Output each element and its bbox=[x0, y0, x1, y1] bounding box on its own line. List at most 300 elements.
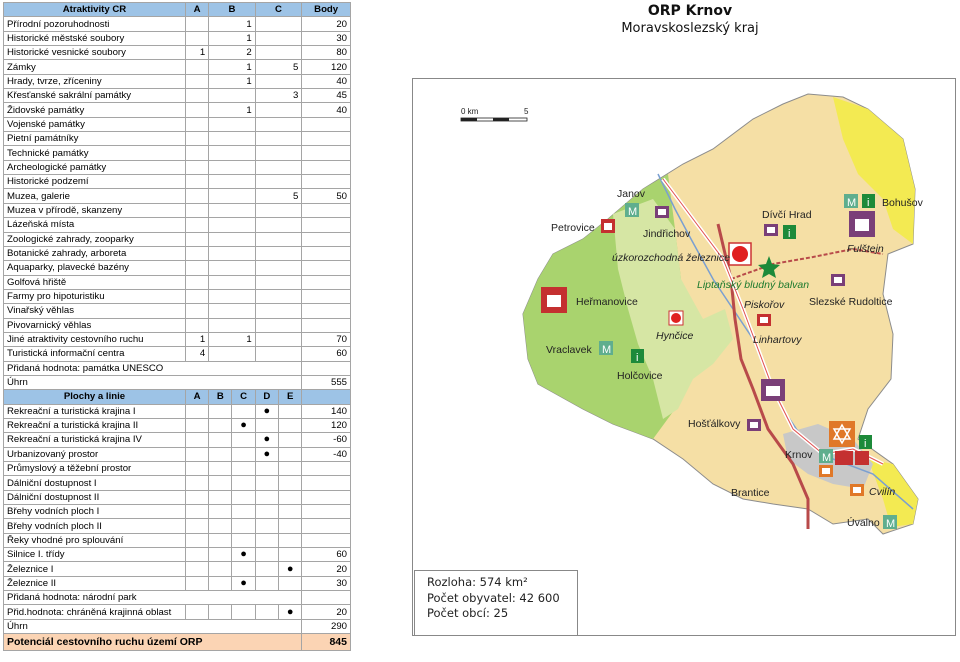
row-b: 1 bbox=[209, 60, 256, 74]
row-col-5 bbox=[279, 519, 302, 533]
row-a bbox=[185, 175, 208, 189]
row-b bbox=[209, 304, 256, 318]
row-a: 1 bbox=[185, 332, 208, 346]
table-row bbox=[4, 203, 351, 217]
row-a bbox=[185, 160, 208, 174]
row-col-1 bbox=[185, 576, 208, 590]
row-col-1 bbox=[185, 519, 208, 533]
museum-M-icon bbox=[819, 449, 833, 464]
row-label: Archeologické památky bbox=[4, 160, 186, 174]
row-col-1 bbox=[185, 462, 208, 476]
row-a bbox=[185, 275, 208, 289]
label-bohusov: Bohušov bbox=[882, 197, 923, 209]
row-a: 4 bbox=[185, 347, 208, 361]
row-label: Urbanizovaný prostor bbox=[4, 447, 186, 461]
area-text: Rozloha: 574 km² bbox=[427, 575, 528, 589]
row-label: Řeky vhodné pro splouvání bbox=[4, 533, 186, 547]
row-label: Železnice II bbox=[4, 576, 186, 590]
svg-text:M: M bbox=[847, 197, 857, 209]
row-body: 40 bbox=[302, 103, 351, 117]
row-body bbox=[302, 275, 351, 289]
row-body: 140 bbox=[302, 404, 351, 418]
table-row bbox=[4, 17, 351, 31]
label-divci-hrad: Dívčí Hrad bbox=[762, 209, 812, 221]
sum-value: 290 bbox=[302, 619, 351, 633]
table-row bbox=[4, 46, 351, 60]
row-c bbox=[255, 318, 302, 332]
row-label: Rekreační a turistická krajina IV bbox=[4, 433, 186, 447]
svg-text:M: M bbox=[602, 344, 612, 356]
row-col-4 bbox=[255, 562, 278, 576]
row-label: Zámky bbox=[4, 60, 186, 74]
row-b bbox=[209, 175, 256, 189]
row-label: Dálniční dostupnost II bbox=[4, 490, 186, 504]
row-label: Rekreační a turistická krajina I bbox=[4, 404, 186, 418]
row-label: Historické vesnické soubory bbox=[4, 46, 186, 60]
row-body: 60 bbox=[302, 548, 351, 562]
row-body bbox=[302, 519, 351, 533]
row-b bbox=[209, 203, 256, 217]
header-c: C bbox=[255, 3, 302, 17]
row-body bbox=[302, 476, 351, 490]
row-a bbox=[185, 103, 208, 117]
row-body: 40 bbox=[302, 74, 351, 88]
row-b bbox=[209, 246, 256, 260]
row-body: 50 bbox=[302, 189, 351, 203]
row-body bbox=[302, 490, 351, 504]
row-label: Lázeňská místa bbox=[4, 218, 186, 232]
red-circle-icon bbox=[669, 311, 683, 325]
sum-label: Úhrn bbox=[4, 619, 302, 633]
header-a: A bbox=[185, 390, 208, 404]
header-c: C bbox=[232, 390, 255, 404]
info-i-icon bbox=[783, 225, 796, 240]
row-a bbox=[185, 74, 208, 88]
row-a bbox=[185, 60, 208, 74]
label-janov: Janov bbox=[617, 188, 646, 200]
row-label: Vojenské památky bbox=[4, 117, 186, 131]
row-a bbox=[185, 246, 208, 260]
row-body bbox=[302, 160, 351, 174]
table-header-plochy bbox=[4, 390, 351, 404]
row-col-3 bbox=[232, 519, 255, 533]
row-c bbox=[255, 232, 302, 246]
svg-text:M: M bbox=[628, 206, 638, 218]
row-label: Přidaná hodnota: památka UNESCO bbox=[4, 361, 302, 375]
red-circle-icon bbox=[729, 243, 751, 265]
table-row bbox=[4, 404, 351, 418]
row-dot: ● bbox=[232, 576, 255, 590]
row-body bbox=[302, 146, 351, 160]
row-b bbox=[209, 289, 256, 303]
row-label: Golfová hřiště bbox=[4, 275, 186, 289]
row-body bbox=[302, 261, 351, 275]
row-col-5 bbox=[279, 533, 302, 547]
row-dot: ● bbox=[279, 605, 302, 619]
row-col-5 bbox=[279, 505, 302, 519]
row-c bbox=[255, 17, 302, 31]
attractions-table bbox=[3, 2, 351, 651]
row-dot: ● bbox=[255, 433, 278, 447]
total-value: 845 bbox=[302, 634, 351, 651]
row-b bbox=[209, 132, 256, 146]
row-c: 3 bbox=[255, 89, 302, 103]
table-row bbox=[4, 117, 351, 131]
row-body bbox=[302, 289, 351, 303]
row-col-1 bbox=[185, 562, 208, 576]
row-col-1 bbox=[185, 490, 208, 504]
row-col-3 bbox=[232, 433, 255, 447]
table-row bbox=[4, 103, 351, 117]
church-icon bbox=[850, 484, 864, 496]
church-icon bbox=[601, 219, 615, 233]
row-c bbox=[255, 304, 302, 318]
header-b: B bbox=[209, 390, 232, 404]
info-i-icon bbox=[631, 349, 644, 364]
row-b bbox=[209, 232, 256, 246]
row-body: 20 bbox=[302, 605, 351, 619]
row-dot: ● bbox=[232, 548, 255, 562]
table-row bbox=[4, 304, 351, 318]
row-col-5 bbox=[279, 433, 302, 447]
row-label: Břehy vodních ploch II bbox=[4, 519, 186, 533]
row-c bbox=[255, 246, 302, 260]
table-row-sum bbox=[4, 375, 351, 389]
row-body: 120 bbox=[302, 60, 351, 74]
row-col-3 bbox=[232, 447, 255, 461]
label-piskorov: Piskořov bbox=[744, 299, 785, 311]
row-b bbox=[209, 117, 256, 131]
row-a bbox=[185, 318, 208, 332]
row-col-2 bbox=[209, 548, 232, 562]
table-row bbox=[4, 347, 351, 361]
table-row bbox=[4, 132, 351, 146]
row-c bbox=[255, 132, 302, 146]
museum-M-icon bbox=[844, 194, 858, 209]
row-body bbox=[302, 246, 351, 260]
table-row bbox=[4, 462, 351, 476]
row-b bbox=[209, 160, 256, 174]
row-b bbox=[209, 318, 256, 332]
row-body: -40 bbox=[302, 447, 351, 461]
row-a bbox=[185, 289, 208, 303]
town-buildings-icon bbox=[835, 451, 869, 465]
row-col-1 bbox=[185, 605, 208, 619]
row-col-4 bbox=[255, 490, 278, 504]
row-c: 5 bbox=[255, 60, 302, 74]
svg-text:i: i bbox=[636, 352, 639, 364]
row-body bbox=[302, 591, 351, 605]
row-body bbox=[302, 462, 351, 476]
row-c bbox=[255, 160, 302, 174]
table-row bbox=[4, 447, 351, 461]
row-col-1 bbox=[185, 505, 208, 519]
row-c bbox=[255, 46, 302, 60]
table-row bbox=[4, 562, 351, 576]
row-b: 1 bbox=[209, 17, 256, 31]
church-icon bbox=[747, 419, 761, 431]
museum-M-icon bbox=[625, 203, 639, 218]
row-col-2 bbox=[209, 505, 232, 519]
row-b bbox=[209, 347, 256, 361]
row-body: -60 bbox=[302, 433, 351, 447]
row-col-2 bbox=[209, 576, 232, 590]
castle-icon bbox=[541, 287, 567, 313]
label-hermanovice: Heřmanovice bbox=[576, 296, 638, 308]
castle-icon bbox=[849, 211, 875, 237]
row-c bbox=[255, 261, 302, 275]
scale-bar bbox=[461, 107, 529, 121]
church-icon bbox=[764, 224, 778, 236]
header-body: Body bbox=[302, 3, 351, 17]
table-row bbox=[4, 576, 351, 590]
row-c bbox=[255, 347, 302, 361]
row-body bbox=[302, 132, 351, 146]
row-body bbox=[302, 117, 351, 131]
row-col-5 bbox=[279, 476, 302, 490]
header-body bbox=[302, 390, 351, 404]
museum-M-icon bbox=[599, 341, 613, 356]
row-col-4 bbox=[255, 548, 278, 562]
row-col-1 bbox=[185, 404, 208, 418]
row-label: Pivovarnický věhlas bbox=[4, 318, 186, 332]
header-d: D bbox=[255, 390, 278, 404]
row-body: 30 bbox=[302, 576, 351, 590]
row-c bbox=[255, 146, 302, 160]
header-e: E bbox=[279, 390, 302, 404]
row-col-4 bbox=[255, 418, 278, 432]
row-col-4 bbox=[255, 462, 278, 476]
scale-zero: 0 km bbox=[461, 107, 479, 116]
row-c bbox=[255, 103, 302, 117]
row-b bbox=[209, 189, 256, 203]
table-row bbox=[4, 261, 351, 275]
row-body: 60 bbox=[302, 347, 351, 361]
row-col-3 bbox=[232, 490, 255, 504]
row-body: 120 bbox=[302, 418, 351, 432]
row-label: Jiné atraktivity cestovního ruchu bbox=[4, 332, 186, 346]
row-body bbox=[302, 318, 351, 332]
row-col-3 bbox=[232, 533, 255, 547]
row-col-3 bbox=[232, 562, 255, 576]
svg-text:i: i bbox=[864, 438, 867, 450]
svg-text:M: M bbox=[822, 452, 832, 464]
header-label: Plochy a linie bbox=[4, 390, 186, 404]
row-b bbox=[209, 275, 256, 289]
row-col-2 bbox=[209, 605, 232, 619]
label-slezske-rudoltice: Slezské Rudoltice bbox=[809, 296, 893, 308]
scale-max: 5 bbox=[524, 107, 529, 116]
church-icon bbox=[819, 465, 833, 477]
table-row bbox=[4, 146, 351, 160]
table-row bbox=[4, 246, 351, 260]
row-body bbox=[302, 175, 351, 189]
row-c bbox=[255, 275, 302, 289]
label-liptansky: Liptaňský bludný balvan bbox=[697, 279, 810, 291]
row-col-5 bbox=[279, 490, 302, 504]
label-jindrichov: Jindřichov bbox=[643, 228, 691, 240]
population-text: Počet obyvatel: 42 600 bbox=[427, 590, 560, 605]
table-row bbox=[4, 89, 351, 103]
map-title-block bbox=[560, 3, 820, 36]
table-row bbox=[4, 160, 351, 174]
info-i-icon bbox=[859, 435, 872, 450]
row-col-5 bbox=[279, 462, 302, 476]
row-col-2 bbox=[209, 533, 232, 547]
row-label: Pietní památníky bbox=[4, 132, 186, 146]
row-label: Technické památky bbox=[4, 146, 186, 160]
label-uzkorozchodna: úzkorozchodná železnice bbox=[612, 252, 730, 264]
row-col-2 bbox=[209, 519, 232, 533]
row-label: Muzea, galerie bbox=[4, 189, 186, 203]
row-body bbox=[302, 361, 351, 375]
map bbox=[413, 79, 955, 635]
row-dot: ● bbox=[232, 418, 255, 432]
label-krnov: Krnov bbox=[785, 449, 813, 461]
row-col-1 bbox=[185, 418, 208, 432]
row-a bbox=[185, 31, 208, 45]
table-row bbox=[4, 175, 351, 189]
row-col-2 bbox=[209, 418, 232, 432]
row-a: 1 bbox=[185, 46, 208, 60]
row-body: 30 bbox=[302, 31, 351, 45]
label-hostalkovy: Hošťálkovy bbox=[688, 418, 741, 430]
row-col-4 bbox=[255, 505, 278, 519]
map-title: ORP Krnov bbox=[647, 3, 733, 19]
row-c bbox=[255, 117, 302, 131]
row-col-4 bbox=[255, 533, 278, 547]
row-label: Židovské památky bbox=[4, 103, 186, 117]
row-col-1 bbox=[185, 447, 208, 461]
table-row bbox=[4, 189, 351, 203]
table-row-narodni-park bbox=[4, 591, 351, 605]
row-b bbox=[209, 218, 256, 232]
row-label: Přidaná hodnota: národní park bbox=[4, 591, 302, 605]
row-label: Rekreační a turistická krajina II bbox=[4, 418, 186, 432]
row-col-5 bbox=[279, 404, 302, 418]
table-row bbox=[4, 332, 351, 346]
row-col-2 bbox=[209, 447, 232, 461]
row-col-4 bbox=[255, 576, 278, 590]
row-col-1 bbox=[185, 548, 208, 562]
map-subtitle: Moravskoslezský kraj bbox=[621, 21, 759, 36]
row-label: Turistická informační centra bbox=[4, 347, 186, 361]
row-a bbox=[185, 304, 208, 318]
row-col-5 bbox=[279, 418, 302, 432]
row-body bbox=[302, 533, 351, 547]
row-b: 2 bbox=[209, 46, 256, 60]
church-icon bbox=[757, 314, 771, 326]
row-a bbox=[185, 189, 208, 203]
row-col-3 bbox=[232, 505, 255, 519]
church-icon bbox=[831, 274, 845, 286]
table-row bbox=[4, 505, 351, 519]
label-holcovice: Holčovice bbox=[617, 370, 663, 382]
info-i-icon bbox=[862, 194, 875, 209]
row-label: Muzea v přírodě, skanzeny bbox=[4, 203, 186, 217]
row-body: 45 bbox=[302, 89, 351, 103]
row-a bbox=[185, 261, 208, 275]
row-dot: ● bbox=[255, 447, 278, 461]
row-col-2 bbox=[209, 462, 232, 476]
table-row bbox=[4, 60, 351, 74]
table-row bbox=[4, 218, 351, 232]
table-row-total bbox=[4, 634, 351, 651]
row-label: Farmy pro hipoturistiku bbox=[4, 289, 186, 303]
svg-text:i: i bbox=[788, 228, 791, 240]
row-label: Silnice I. třídy bbox=[4, 548, 186, 562]
row-body: 20 bbox=[302, 562, 351, 576]
row-label: Dálniční dostupnost I bbox=[4, 476, 186, 490]
castle-icon bbox=[761, 379, 785, 401]
row-label: Průmyslový a těžební prostor bbox=[4, 462, 186, 476]
row-label: Železnice I bbox=[4, 562, 186, 576]
row-c: 5 bbox=[255, 189, 302, 203]
table-row bbox=[4, 519, 351, 533]
row-label: Břehy vodních ploch I bbox=[4, 505, 186, 519]
row-col-2 bbox=[209, 562, 232, 576]
row-dot: ● bbox=[255, 404, 278, 418]
label-fulstejn: Fulštejn bbox=[847, 243, 884, 255]
row-label: Aquaparky, plavecké bazény bbox=[4, 261, 186, 275]
row-a bbox=[185, 132, 208, 146]
row-label: Vinařský věhlas bbox=[4, 304, 186, 318]
row-body bbox=[302, 218, 351, 232]
row-c bbox=[255, 74, 302, 88]
row-col-3 bbox=[232, 404, 255, 418]
sum-value: 555 bbox=[302, 375, 351, 389]
row-a bbox=[185, 89, 208, 103]
header-a: A bbox=[185, 3, 208, 17]
row-label: Hrady, tvrze, zříceniny bbox=[4, 74, 186, 88]
row-body: 70 bbox=[302, 332, 351, 346]
label-vraclavek: Vraclavek bbox=[546, 344, 592, 356]
row-label: Přid.hodnota: chráněná krajinná oblast bbox=[4, 605, 186, 619]
row-col-4 bbox=[255, 605, 278, 619]
sum-label: Úhrn bbox=[4, 375, 302, 389]
row-body bbox=[302, 304, 351, 318]
row-col-3 bbox=[232, 476, 255, 490]
row-col-4 bbox=[255, 519, 278, 533]
row-c bbox=[255, 203, 302, 217]
row-c bbox=[255, 218, 302, 232]
row-body bbox=[302, 232, 351, 246]
row-col-1 bbox=[185, 476, 208, 490]
row-col-1 bbox=[185, 533, 208, 547]
row-body bbox=[302, 505, 351, 519]
row-label: Křesťanské sakrální památky bbox=[4, 89, 186, 103]
table-header-atraktivity bbox=[4, 3, 351, 17]
table-row bbox=[4, 289, 351, 303]
header-b: B bbox=[209, 3, 256, 17]
row-col-2 bbox=[209, 433, 232, 447]
row-a bbox=[185, 17, 208, 31]
row-a bbox=[185, 117, 208, 131]
row-c bbox=[255, 31, 302, 45]
row-dot: ● bbox=[279, 562, 302, 576]
row-a bbox=[185, 218, 208, 232]
row-c bbox=[255, 175, 302, 189]
row-a bbox=[185, 146, 208, 160]
table-row bbox=[4, 275, 351, 289]
table-row bbox=[4, 548, 351, 562]
svg-text:i: i bbox=[867, 197, 870, 209]
row-b bbox=[209, 89, 256, 103]
row-body bbox=[302, 203, 351, 217]
row-col-5 bbox=[279, 548, 302, 562]
museum-M-icon bbox=[883, 515, 897, 530]
table-row bbox=[4, 433, 351, 447]
